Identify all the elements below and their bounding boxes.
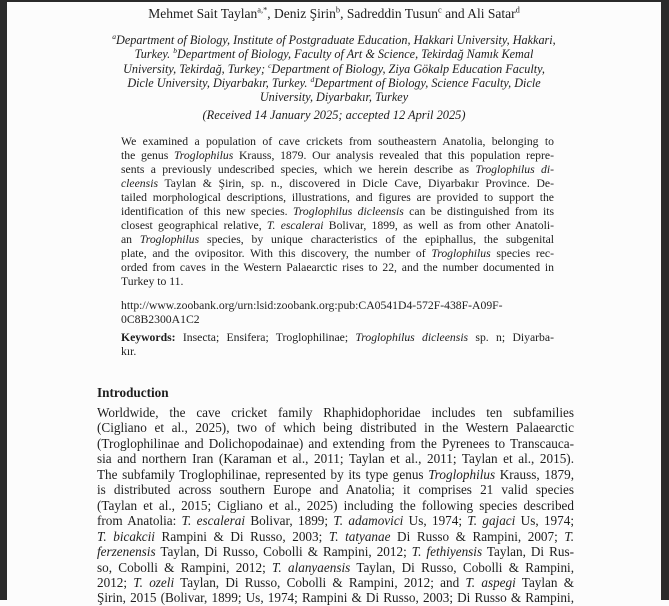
text-segment: The subfamily Troglophilinae, represented by its type genus: [97, 466, 429, 482]
text-segment: T. adamovici: [333, 513, 404, 529]
text-line: [121, 345, 554, 359]
text-segment: , Deniz Şirin: [267, 6, 336, 21]
text-segment: sp. n; Diyarba-: [468, 331, 554, 344]
text-line: [97, 467, 574, 482]
zoobank-url: [121, 299, 566, 327]
text-segment: (Troglophilinae and Dolichopodainae) and extending from the Pyrenees to Transcauca-: [97, 435, 574, 451]
text-segment: T. alanyaensis: [272, 559, 351, 575]
text-line: [97, 405, 574, 420]
received-accepted-line: [7, 108, 661, 123]
text-line: [60, 47, 608, 61]
text-segment: Taylan & Şirin, sp. n., discovered in Dicle Cave, Diyarbakır Province. De-: [158, 177, 554, 190]
text-segment: Troglophilus dicleensis: [355, 331, 469, 344]
text-segment: plate, and the ovipositor. With this discovery, the number of: [121, 247, 432, 260]
text-segment: sents a previously undescribed species, which we herein describe as: [121, 163, 476, 176]
text-segment: a,*: [257, 5, 268, 15]
text-line: [97, 590, 574, 605]
text-line: [121, 135, 554, 149]
text-line: [97, 482, 574, 497]
text-segment: Mehmet Sait Taylan: [148, 6, 258, 21]
text-segment: Department of Biology, Institute of Postgraduate Education, Hakkari University, Hakkari,: [116, 33, 556, 47]
text-line: [97, 544, 574, 559]
text-line: [60, 62, 608, 76]
viewer-edge-top: [0, 0, 669, 2]
text-segment: Bolivar, 1899;: [245, 513, 334, 529]
text-segment: a: [112, 31, 117, 41]
text-line: [97, 560, 574, 575]
viewer-edge-left: [0, 0, 7, 600]
text-segment: T. bicakcii: [97, 528, 155, 544]
text-segment: Taylan, Di Russo, Cobolli & Rampini, 2012; and: [174, 574, 466, 590]
text-segment: T. tatyanae: [328, 528, 391, 544]
text-segment: Taylan &: [515, 574, 575, 590]
text-line: [121, 191, 554, 205]
viewer-edge-right: [661, 0, 669, 600]
text-segment: species rec-: [490, 247, 554, 260]
text-segment: d: [310, 74, 315, 84]
text-segment: (Taylan et al., 2015; Cigliano et al., 2025) including the following species described: [97, 497, 574, 513]
text-segment: (Received 14 January 2025; accepted 12 April 2025): [202, 108, 466, 122]
text-segment: 0C8B2300A1C2: [121, 312, 200, 326]
text-line: [97, 513, 574, 528]
text-segment: Troglophilus di-: [475, 163, 555, 176]
text-line: [121, 299, 566, 313]
text-segment: Troglophilus: [139, 233, 200, 246]
text-segment: b: [335, 5, 341, 15]
text-segment: Şirin, 2015 (Bolivar, 1899; Us, 1974; Rampini & Di Russo, 2003; Di Russo & Rampini,: [97, 590, 574, 606]
text-segment: University, Diyarbakır, Turkey: [259, 90, 409, 105]
text-line: [97, 529, 574, 544]
text-segment: , Sadreddin Tusun: [340, 6, 438, 21]
abstract-paragraph: [121, 135, 554, 289]
text-segment: b: [173, 46, 178, 56]
text-segment: University, Tekirdağ, Turkey;: [123, 61, 269, 76]
text-segment: Insecta; Ensifera; Troglophilinae;: [175, 331, 356, 344]
text-line: [121, 275, 554, 289]
text-line: [7, 6, 661, 22]
text-line: [97, 498, 574, 513]
text-line: [121, 205, 554, 219]
text-segment: T. fethiyensis: [411, 544, 483, 560]
text-segment: closest geographical relative,: [121, 219, 267, 232]
text-segment: from Anatolia:: [97, 513, 182, 529]
text-line: [97, 436, 574, 451]
text-line: [121, 261, 554, 275]
text-segment: Worldwide, the cave cricket family Rhaphidophoridae includes ten subfamilies: [97, 405, 574, 420]
text-segment: is distributed across southern Europe and Anatolia; it comprises 21 valid species: [97, 482, 574, 498]
text-line: [121, 233, 554, 247]
author-line: [7, 6, 661, 22]
text-segment: Taylan, Di Russo, Cobolli & Rampini,: [350, 559, 575, 575]
text-segment: Department of Biology, Faculty of Art & Science, Tekirdağ Namık Kemal: [177, 47, 534, 62]
text-segment: T. gajaci: [467, 513, 516, 529]
text-segment: Us, 1974;: [403, 513, 468, 529]
text-segment: Bolivar, 1899, as well as from other Anatoli-: [323, 219, 554, 232]
text-segment: kır.: [121, 345, 137, 358]
text-segment: Troglophilus: [173, 149, 234, 162]
text-segment: so, Cobolli & Rampini, 2012;: [97, 559, 273, 575]
text-segment: orded from caves in the Western Palaearctic rises to 22, and the number documented in: [121, 261, 554, 274]
text-segment: http://www.zoobank.org/urn:lsid:zoobank.org:pub:CA0541D4-572F-438F-A09F-: [121, 299, 503, 312]
text-segment: Department of Biology, Ziya Gökalp Education Faculty,: [271, 61, 545, 76]
text-segment: Troglophilus dicleensis: [292, 205, 404, 218]
text-line: [121, 247, 554, 261]
text-segment: can be distinguished from its: [403, 205, 554, 218]
text-line: [121, 177, 554, 191]
text-segment: Di Russo & Rampini, 2007;: [390, 528, 565, 544]
affiliation-block: [60, 33, 608, 104]
text-line: [60, 33, 608, 47]
text-segment: T. ozeli: [133, 574, 175, 590]
text-segment: c: [437, 5, 442, 15]
text-segment: an: [121, 233, 140, 246]
text-line: [60, 90, 608, 104]
keywords-block: [121, 331, 554, 359]
introduction-heading: Introduction: [97, 385, 169, 400]
text-line: [121, 149, 554, 163]
text-segment: Taylan, Di Russo, Cobolli & Rampini, 2012;: [155, 544, 412, 560]
text-line: [97, 575, 574, 590]
text-segment: T. escalerai: [266, 219, 324, 232]
text-line: [121, 331, 554, 345]
text-segment: d: [515, 5, 520, 15]
text-line: [97, 451, 574, 466]
text-segment: tailed morphological descriptions, illustrations, and figures are provided to support the: [121, 191, 554, 204]
text-segment: Rampini & Di Russo, 2003;: [154, 528, 329, 544]
introduction-paragraph: [97, 405, 574, 606]
text-segment: ferzenensis: [97, 544, 156, 560]
text-segment: and Ali Satar: [441, 6, 516, 21]
text-segment: T.: [564, 528, 575, 544]
text-segment: T. aspegi: [465, 574, 516, 590]
text-segment: Department of Biology, Science Faculty, Dicle: [314, 75, 541, 90]
text-segment: identification of this new species.: [121, 205, 293, 218]
text-segment: Krauss, 1879. Our analysis revealed that this population repre-: [233, 149, 554, 162]
text-segment: Taylan, Di Rus-: [482, 544, 574, 560]
text-line: [121, 219, 554, 233]
text-segment: Keywords:: [121, 331, 176, 344]
text-line: [7, 108, 661, 123]
text-segment: Troglophilus: [428, 466, 496, 482]
text-segment: sia and northern Iran (Karaman et al., 2011; Taylan et al., 2011; Taylan et al., 2015).: [97, 451, 574, 467]
text-segment: cleensis: [121, 177, 158, 190]
text-line: [60, 76, 608, 90]
text-segment: the genus: [121, 149, 174, 162]
text-segment: Turkey to 11.: [121, 275, 184, 288]
text-segment: species, by unique characteristics of the epiphallus, the subgenital: [199, 233, 554, 246]
text-segment: (Cigliano et al., 2025), two of which being distributed in the Western Palaearctic: [97, 420, 574, 436]
text-segment: Krauss, 1879,: [495, 466, 574, 482]
text-segment: 2012;: [97, 574, 134, 590]
text-line: [97, 420, 574, 435]
text-segment: Troglophilus: [431, 247, 491, 260]
text-segment: We examined a population of cave crickets from southeastern Anatolia, belonging to: [121, 135, 554, 148]
text-line: [121, 163, 554, 177]
text-segment: c: [268, 60, 272, 70]
text-line: [121, 313, 566, 327]
text-segment: Turkey.: [134, 47, 174, 62]
text-segment: T. escalerai: [181, 513, 246, 529]
text-segment: Us, 1974;: [515, 513, 574, 529]
text-segment: Dicle University, Diyarbakır, Turkey.: [127, 75, 311, 90]
